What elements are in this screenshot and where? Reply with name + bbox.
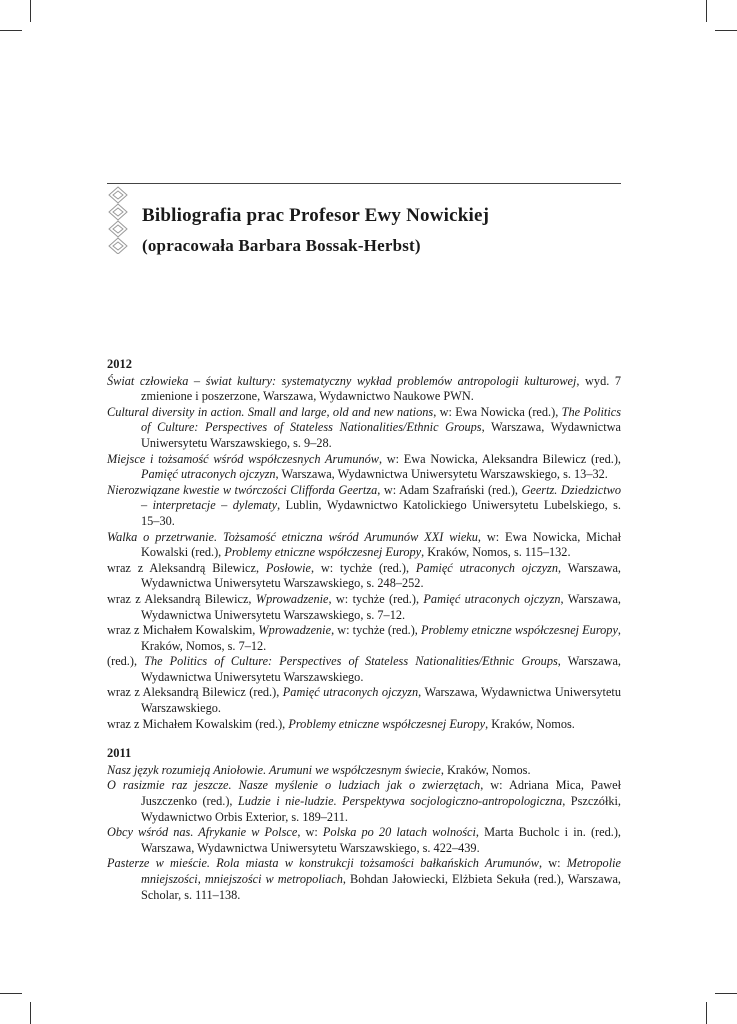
entry-title-text: Nierozwiązane kwestie w twórczości Clifforda Geertza [107, 482, 378, 497]
bibliography-entry [107, 717, 621, 733]
bibliography-entry [107, 452, 621, 483]
entry-title-text: Walka o przetrwanie. Tożsamość etniczna wśród Arumunów XXI wieku [107, 529, 478, 544]
year-heading: 2012 [107, 357, 132, 371]
entry-title-text: Problemy etniczne współczesnej Europy [421, 623, 618, 638]
entry-text: , w: [297, 825, 323, 840]
entry-text: , Marta Bucholc i in. (red.), Warszawa, Wydawnictwa Uniwersytetu Warszawskiego, s. 422–439. [141, 825, 621, 855]
entry-text: wraz z Aleksandrą Bilewicz, [107, 560, 266, 575]
entry-title-text: Problemy etniczne współczesnej Europy [224, 545, 422, 560]
entry-title-text: Pamięć utraconych ojczyzn [141, 467, 276, 482]
page-title: Bibliografia prac Profesor Ewy Nowickiej [142, 205, 490, 226]
bibliography-entry [107, 763, 621, 779]
entry-text: , Kraków, Nomos. [485, 716, 575, 731]
bibliography-entry [107, 561, 621, 592]
entry-text: , w: tychże (red.), [328, 591, 424, 606]
entry-text: , Pszczółki, Wydawnictwo Orbis Exterior, s. 189–211. [141, 794, 621, 824]
entry-text: , w: Adriana Mica, Paweł Juszczenko (red.), [141, 778, 621, 809]
entry-text: , Warszawa, Wydawnictwa Uniwersytetu Warszawskiego, s. 248–252. [141, 560, 621, 591]
entry-text: , w: Ewa Nowicka, Michał Kowalski (red.), [141, 529, 621, 560]
bibliography-entry [107, 405, 621, 452]
entry-title-text: Obcy wśród nas. Afrykanie w Polsce [107, 825, 298, 840]
entry-title-text: Problemy etniczne współczesnej Europy [288, 716, 486, 731]
entry-text: , Warszawa, Wydawnictwa Uniwersytetu Warszawskiego. [141, 685, 621, 716]
entry-text: , w: [538, 856, 567, 871]
entry-title-text: The Politics of Culture: Perspectives of Stateless Nationalities/Ethnic Groups [141, 404, 621, 435]
entry-text: , Lublin, Wydawnictwo Katolickiego Uniwersytetu Lubelskiego, s. 15–30. [141, 498, 622, 528]
entry-text: , w: Ewa Nowicka (red.), [433, 404, 562, 419]
entry-text: wraz z Aleksandrą Bilewicz, [107, 591, 256, 606]
crop-mark-top-left [30, 0, 31, 22]
crop-mark-bottom-right [706, 1002, 707, 1024]
entry-title-text: Metropolie mniejszości, mniejszości w metropoliach [141, 856, 621, 886]
entry-text: wraz z Michałem Kowalskim, [107, 623, 259, 638]
entry-text: wraz z Michałem Kowalskim (red.), [107, 716, 289, 731]
entry-text: , Warszawa, Wydawnictwa Uniwersytetu Warszawskiego. [141, 654, 621, 684]
entry-title-text: Posłowie [265, 560, 311, 575]
entry-text: , Warszawa, Wydawnictwa Uniwersytetu Warszawskiego, s. 13–32. [275, 467, 608, 482]
bibliography-entry [107, 856, 621, 903]
entry-title-text: Polska po 20 latach wolności [322, 825, 476, 840]
bibliography-entry [107, 623, 621, 654]
crop-mark-bottom-left-h [0, 993, 22, 994]
page-subtitle: (opracowała Barbara Bossak-Herbst) [142, 236, 421, 255]
bibliography-entry [107, 654, 621, 685]
entry-title-text: Nasz język rozumieją Aniołowie. Arumuni we współczesnym świecie [107, 762, 441, 777]
bibliography [107, 357, 621, 903]
header-rule [107, 183, 621, 184]
entry-title-text: The Politics of Culture: Perspectives of Stateless Nationalities/Ethnic Groups [144, 654, 558, 669]
entry-text: , w: tychże (red.), [331, 623, 421, 638]
entry-title-text: Miejsce i tożsamość wśród współczesnych Arumunów [107, 451, 379, 466]
heading [142, 204, 489, 257]
entry-title-text: Pamięć utraconych ojczyzn [282, 685, 419, 700]
bibliography-entry [107, 685, 621, 716]
bibliography-entry [107, 778, 621, 825]
year-heading: 2011 [107, 746, 132, 761]
entry-title-text: Wprowadzenie [255, 591, 329, 606]
entry-title-text: Ludzie i nie-ludzie. Perspektywa socjologiczno-antropologiczna [237, 794, 563, 809]
entry-text: , Kraków, Nomos. [440, 762, 531, 777]
bibliography-entry [107, 374, 621, 405]
entry-text: , wyd. 7 zmienione i poszerzone, Warszawa, Wydawnictwo Naukowe PWN. [141, 373, 622, 404]
entry-text: , Bohdan Jałowiecki, Elżbieta Sekuła (red.), Warszawa, Scholar, s. 111–138. [141, 872, 622, 902]
crop-mark-bottom-left [30, 1002, 31, 1024]
entry-text: , w: Adam Szafrański (red.), [377, 482, 522, 497]
bibliography-entry [107, 530, 621, 561]
entry-title-text: Świat człowieka – świat kultury: systematyczny wykład problemów antropologii kulturowej [107, 373, 577, 388]
crop-mark-top-left-h [0, 30, 22, 31]
bibliography-entry [107, 483, 621, 530]
bibliography-entry [107, 825, 621, 856]
entry-title-text: Wprowadzenie [258, 623, 332, 638]
entry-title-text: Pamięć utraconych ojczyzn [423, 591, 561, 606]
entry-title-text: O rasizmie raz jeszcze. Nasze myślenie o ludziach jak o zwierzętach [107, 778, 481, 793]
entry-text: , Warszawa, Wydawnictwa Uniwersytetu Warszawskiego, s. 9–28. [141, 420, 621, 450]
entry-text: , Kraków, Nomos, s. 7–12. [141, 623, 621, 653]
entry-text: , w: Ewa Nowicka, Aleksandra Bilewicz (red.), [378, 451, 621, 466]
crop-mark-bottom-right-h [715, 993, 737, 994]
entry-text: (red.), [107, 654, 145, 669]
entry-title-text: Pamięć utraconych ojczyzn [415, 560, 558, 575]
ornament-icon [107, 186, 129, 254]
entry-text: , Kraków, Nomos, s. 115–132. [421, 545, 571, 560]
entry-text: wraz z Aleksandrą Bilewicz (red.), [107, 685, 283, 700]
entry-title-text: Cultural diversity in action. Small and large, old and new nations [107, 404, 434, 419]
crop-mark-top-right-h [715, 30, 737, 31]
entry-title-text: Geertz. Dziedzictwo – interpretacje – dylematy [141, 482, 621, 513]
bibliography-entry [107, 592, 621, 623]
entry-title-text: Pasterze w mieście. Rola miasta w konstrukcji tożsamości bałkańskich Arumunów [107, 856, 539, 871]
entry-text: , w: tychże (red.), [310, 560, 416, 575]
crop-mark-top-right [706, 0, 707, 22]
entry-text: , Warszawa, Wydawnictwa Uniwersytetu Warszawskiego, s. 7–12. [141, 591, 621, 622]
